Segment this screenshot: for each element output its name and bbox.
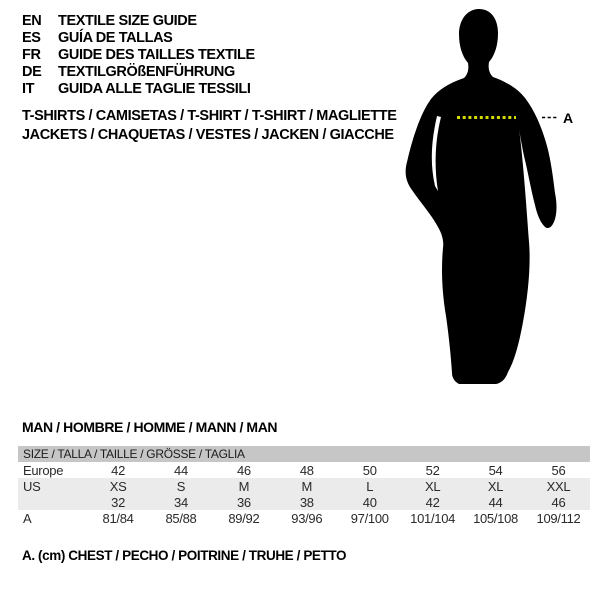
language-label: TEXTILE SIZE GUIDE: [58, 13, 197, 29]
size-cell: 44: [464, 494, 527, 510]
size-cell: L: [338, 478, 401, 494]
size-cell: 46: [236, 462, 251, 478]
language-code: ES: [22, 30, 41, 46]
category-line-tshirts: T-SHIRTS / CAMISETAS / T-SHIRT / T-SHIRT / MAGLIETTE: [22, 108, 397, 124]
size-cell: 48: [299, 462, 314, 478]
man-silhouette: [406, 9, 557, 384]
row-label: A: [23, 510, 32, 526]
size-cell: 52: [425, 462, 440, 478]
size-cell: XL: [401, 478, 464, 494]
size-cell: 34: [150, 494, 213, 510]
category-line-jackets: JACKETS / CHAQUETAS / VESTES / JACKEN / GIACCHE: [22, 127, 394, 143]
language-label: GUÍA DE TALLAS: [58, 30, 173, 46]
table-row-us-numeric: [18, 494, 590, 510]
size-cell: 81/84: [102, 510, 134, 526]
language-label: GUIDA ALLE TAGLIE TESSILI: [58, 81, 251, 97]
size-cell: XS: [87, 478, 150, 494]
language-code: DE: [22, 64, 42, 80]
language-code: FR: [22, 47, 41, 63]
size-cell: 109/112: [536, 510, 581, 526]
size-cell: 32: [87, 494, 150, 510]
measure-label: A: [563, 110, 574, 126]
size-cell: 36: [212, 494, 275, 510]
size-cell: XL: [464, 478, 527, 494]
size-cell: 85/88: [165, 510, 197, 526]
size-cell: 42: [401, 494, 464, 510]
size-cell: 105/108: [473, 510, 518, 526]
table-row-us: [18, 478, 590, 494]
row-label: Europe: [23, 462, 64, 478]
size-cell: 101/104: [410, 510, 456, 526]
size-cell: 93/96: [291, 510, 323, 526]
size-cell: 97/100: [350, 510, 389, 526]
language-label: GUIDE DES TAILLES TEXTILE: [58, 47, 255, 63]
size-cell: 54: [488, 462, 503, 478]
row-label: US: [18, 478, 87, 494]
section-title: MAN / HOMBRE / HOMME / MANN / MAN: [22, 419, 278, 435]
language-code: IT: [22, 81, 35, 97]
table-row-chest-cm: [18, 510, 590, 526]
table-row-europe: [18, 462, 590, 478]
table-header: SIZE / TALLA / TAILLE / GRÖSSE / TAGLIA: [18, 446, 590, 462]
row-label: [18, 494, 87, 510]
footnote: A. (cm) CHEST / PECHO / POITRINE / TRUHE / PETTO: [22, 548, 347, 563]
size-cell: M: [212, 478, 275, 494]
size-cell: 46: [527, 494, 590, 510]
size-cell: 40: [338, 494, 401, 510]
size-cell: M: [275, 478, 338, 494]
size-cell: 89/92: [228, 510, 260, 526]
size-table: [18, 446, 590, 526]
language-label: TEXTILGRÖßENFÜHRUNG: [58, 64, 235, 80]
size-cell: XXL: [527, 478, 590, 494]
table-header-row: [18, 446, 590, 462]
language-code: EN: [22, 13, 42, 29]
size-cell: 56: [551, 462, 566, 478]
size-cell: 50: [362, 462, 377, 478]
size-cell: 44: [174, 462, 188, 478]
size-cell: 42: [111, 462, 126, 478]
size-cell: 38: [275, 494, 338, 510]
size-cell: S: [150, 478, 213, 494]
